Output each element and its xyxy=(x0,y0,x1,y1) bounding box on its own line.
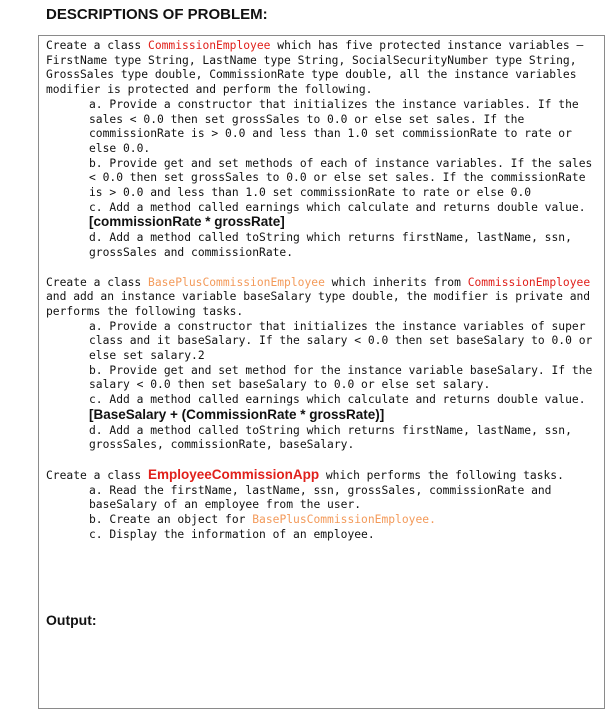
page-title: DESCRIPTIONS OF PROBLEM: xyxy=(46,6,268,23)
intro-text: Create a class xyxy=(46,39,149,52)
section2-item-a: a. Provide a constructor that initializes the instance variables of super class and it baseSalary. If the salary < 0.0 then set baseSalary to 0.0 or else set salary.2 xyxy=(89,319,593,363)
intro-text: which has five protected instance variables – FirstName type String, LastName type String, SocialSecurityNumber type String, GrossSales type double, CommissionRate type double, all the instance variables modifier is protected and perform the following. xyxy=(46,39,584,97)
class-name-base-plus: BasePlusCommissionEmployee. xyxy=(252,513,436,527)
class-name-app: EmployeeCommissionApp xyxy=(148,466,320,482)
intro-text: which inherits from xyxy=(324,275,468,289)
section-employee-commission-app xyxy=(46,468,602,543)
section-commission-employee xyxy=(46,39,602,261)
section2-intro xyxy=(46,276,602,320)
intro-text: which performs the following tasks. xyxy=(319,468,564,482)
section1-item-d: d. Add a method called toString which returns firstName, lastName, ssn, grossSales and commissionRate. xyxy=(89,231,572,259)
section3-item-c: c. Display the information of an employee. xyxy=(89,527,375,541)
section1-intro xyxy=(46,39,602,98)
earnings-formula: [commissionRate * grossRate] xyxy=(89,214,285,230)
item-text: c. Add a method called earnings which calculate and returns double value. xyxy=(89,393,586,407)
item-text: b. Create an object for xyxy=(89,513,253,527)
section3-item-a: a. Read the firstName, lastName, ssn, grossSales, commissionRate and baseSalary of an employee from the user. xyxy=(89,483,552,512)
section1-item-c xyxy=(46,201,602,231)
section2-item-c xyxy=(46,393,602,423)
section2-item-b: b. Provide get and set method for the instance variable baseSalary. If the salary < 0.0 then set baseSalary to 0.0 or else set salary. xyxy=(89,363,593,392)
intro-text: Create a class xyxy=(46,275,149,289)
section1-item-b: b. Provide get and set methods of each of instance variables. If the sales < 0.0 then set grossSales to 0.0 or else set sales. If the commissionRate is > 0.0 and less than 1.0 set commissionRate to rate or else 0.0 xyxy=(89,156,593,200)
intro-text: and add an instance variable baseSalary type double, the modifier is private and performs the following tasks. xyxy=(46,290,591,318)
section2-item-d: d. Add a method called toString which returns firstName, lastName, ssn, grossSales, commissionRate, baseSalary. xyxy=(89,423,572,452)
earnings-formula: [BaseSalary + (CommissionRate * grossRate)] xyxy=(89,406,385,422)
output-label: Output: xyxy=(46,612,97,628)
class-name-parent: CommissionEmployee xyxy=(467,275,591,289)
section3-item-b xyxy=(46,513,602,528)
class-name-commission-employee: CommissionEmployee xyxy=(148,39,271,52)
class-name-base-plus: BasePlusCommissionEmployee xyxy=(148,275,325,289)
section3-intro xyxy=(46,468,602,484)
section-base-plus-commission-employee xyxy=(46,276,602,453)
item-text: c. Add a method called earnings which calculate and returns double value. xyxy=(89,200,586,214)
problem-description xyxy=(46,39,602,543)
intro-text: Create a class xyxy=(46,468,149,482)
section1-item-a: a. Provide a constructor that initializes the instance variables. If the sales < 0.0 then set grossSales to 0.0 or else set sales. If the commissionRate is > 0.0 and less than 1.0 set commissionRate to rate or else 0.0. xyxy=(89,97,579,155)
